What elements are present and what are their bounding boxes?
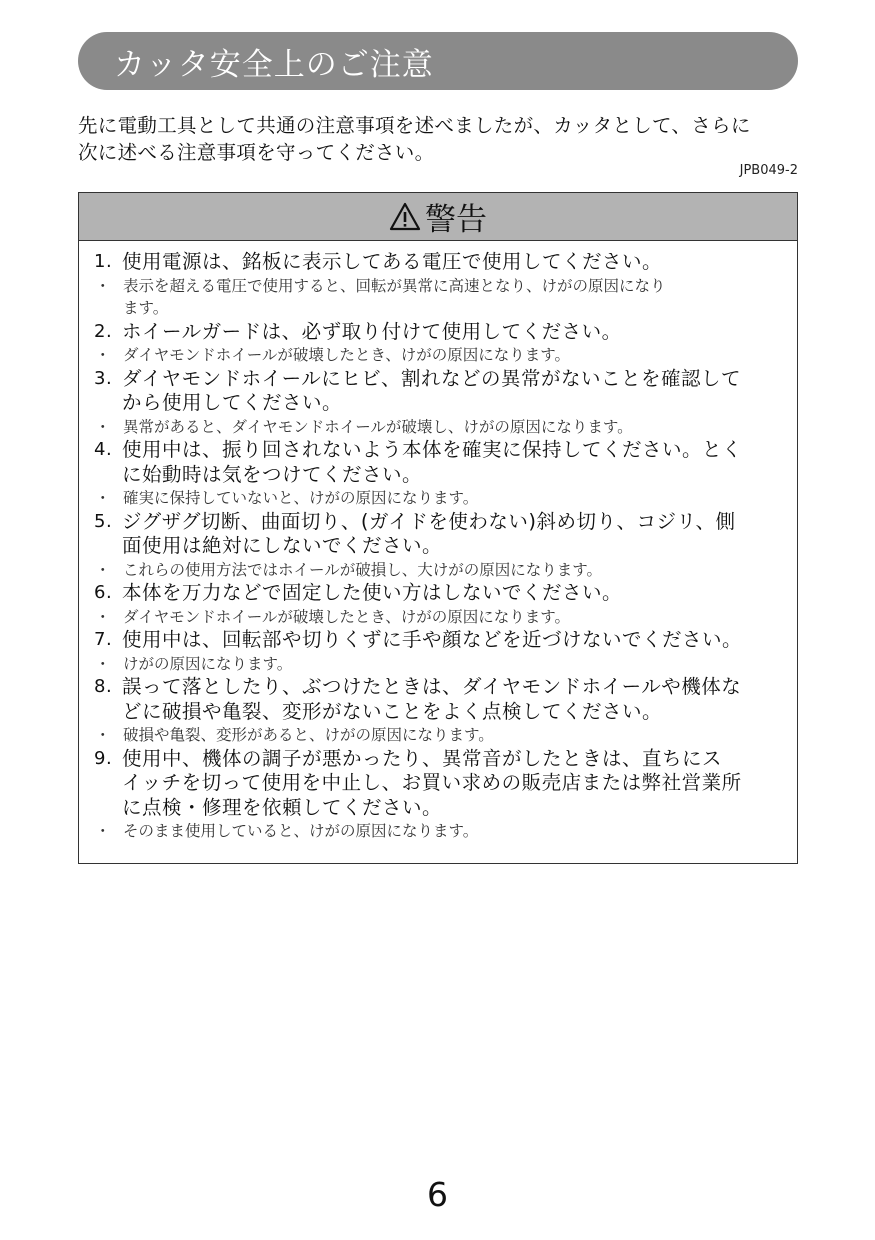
intro-line: 先に電動工具として共通の注意事項を述べましたが、カッタとして、さらに bbox=[78, 114, 751, 137]
warning-item-text: どに破損や亀裂、変形がないことをよく点検してください。 bbox=[122, 699, 663, 723]
warning-item bbox=[94, 747, 779, 821]
warning-item-text: 面使用は絶対にしないでください。 bbox=[122, 534, 443, 557]
warning-item bbox=[94, 438, 779, 487]
warning-item-note-text: ダイヤモンドホイールが破壊したとき、けがの原因になります。 bbox=[123, 346, 571, 364]
warning-item-text: 本体を万力などで固定した使い方はしないでください。 bbox=[122, 581, 623, 604]
warning-box bbox=[78, 192, 798, 864]
bullet-dot-icon: ・ bbox=[95, 654, 111, 673]
warning-item bbox=[94, 320, 779, 345]
warning-item-text: に点検・修理を依頼してください。 bbox=[122, 795, 443, 819]
bullet-dot-icon: ・ bbox=[95, 346, 111, 364]
warning-item-note bbox=[94, 275, 779, 320]
warning-triangle-icon bbox=[389, 202, 421, 232]
warning-item-note-text: そのまま使用していると、けがの原因になります。 bbox=[123, 822, 479, 840]
warning-item-number: 8. bbox=[94, 676, 113, 697]
warning-item-number: 5. bbox=[94, 510, 113, 532]
bullet-dot-icon: ・ bbox=[95, 489, 111, 507]
warning-title: 警告 bbox=[425, 202, 487, 238]
warning-item-note-text: 破損や亀裂、変形があると、けがの原因になります。 bbox=[123, 726, 494, 744]
warning-item-note-text: ます。 bbox=[123, 299, 169, 317]
page-number: 6 bbox=[427, 1175, 448, 1214]
warning-item-number: 3. bbox=[94, 367, 113, 389]
warning-item-text: 使用中は、振り回されないよう本体を確実に保持してください。とく bbox=[122, 438, 743, 461]
warning-item bbox=[94, 628, 779, 653]
bullet-dot-icon: ・ bbox=[95, 822, 111, 840]
warning-item-text: イッチを切って使用を中止し、お買い求めの販売店または弊社営業所 bbox=[122, 771, 742, 794]
warning-item bbox=[94, 675, 779, 724]
warning-header bbox=[79, 193, 797, 241]
warning-item-note-text: ダイヤモンドホイールが破壊したとき、けがの原因になります。 bbox=[123, 607, 571, 626]
warning-item-text: に始動時は気をつけてください。 bbox=[122, 462, 423, 486]
section-title: カッタ安全上のご注意 bbox=[114, 46, 434, 83]
bullet-dot-icon: ・ bbox=[95, 560, 111, 579]
warning-item bbox=[94, 510, 779, 559]
warning-item bbox=[94, 581, 779, 606]
warning-item-text: から使用してください。 bbox=[122, 391, 343, 414]
warning-item-text: 使用中は、回転部や切りくずに手や顔などを近づけないでください。 bbox=[122, 628, 743, 651]
document-code: JPB049-2 bbox=[739, 163, 798, 178]
bullet-dot-icon: ・ bbox=[95, 607, 111, 626]
warning-item-note bbox=[94, 344, 779, 367]
bullet-dot-icon: ・ bbox=[95, 276, 111, 295]
warning-item-number: 2. bbox=[94, 320, 113, 342]
intro-line: 次に述べる注意事項を守ってください。 bbox=[78, 141, 435, 164]
warning-item-text: 使用中、機体の調子が悪かったり、異常音がしたときは、直ちにス bbox=[122, 746, 723, 770]
warning-list bbox=[79, 241, 797, 843]
warning-item-number: 7. bbox=[94, 629, 113, 650]
section-title-bar bbox=[78, 32, 798, 90]
warning-item-text: 使用電源は、銘板に表示してある電圧で使用してください。 bbox=[122, 250, 663, 273]
warning-item-text: ダイヤモンドホイールにヒビ、割れなどの異常がないことを確認して bbox=[122, 366, 742, 390]
warning-item-number: 6. bbox=[94, 582, 113, 603]
bullet-dot-icon: ・ bbox=[95, 726, 111, 744]
warning-item-note bbox=[94, 724, 779, 747]
warning-item-note-text: 確実に保持していないと、けがの原因になります。 bbox=[123, 489, 479, 507]
warning-item-note-text: 異常があると、ダイヤモンドホイールが破壊し、けがの原因になります。 bbox=[123, 417, 633, 436]
bullet-dot-icon: ・ bbox=[95, 417, 111, 436]
warning-item-text: 誤って落としたり、ぶつけたときは、ダイヤモンドホイールや機体な bbox=[122, 675, 742, 698]
warning-item-note-text: けがの原因になります。 bbox=[123, 654, 293, 673]
warning-item-note-text: 表示を超える電圧で使用すると、回転が異常に高速となり、けがの原因になり bbox=[123, 276, 666, 295]
warning-item bbox=[94, 250, 779, 275]
warning-item-note bbox=[94, 653, 779, 676]
intro-text bbox=[78, 112, 798, 166]
warning-item-text: ジグザグ切断、曲面切り、(ガイドを使わない)斜め切り、コジリ、側 bbox=[122, 509, 736, 533]
warning-item-note bbox=[94, 820, 779, 843]
warning-item-note-text: これらの使用方法ではホイールが破損し、大けがの原因になります。 bbox=[123, 560, 602, 579]
warning-item-note bbox=[94, 559, 779, 582]
warning-item-note bbox=[94, 487, 779, 510]
warning-item-text: ホイールガードは、必ず取り付けて使用してください。 bbox=[122, 319, 622, 343]
warning-item-note bbox=[94, 416, 779, 439]
warning-item-note bbox=[94, 606, 779, 629]
warning-item bbox=[94, 367, 779, 416]
warning-item-number: 4. bbox=[94, 439, 113, 460]
warning-item-number: 1. bbox=[94, 251, 113, 272]
warning-item-number: 9. bbox=[94, 747, 113, 769]
